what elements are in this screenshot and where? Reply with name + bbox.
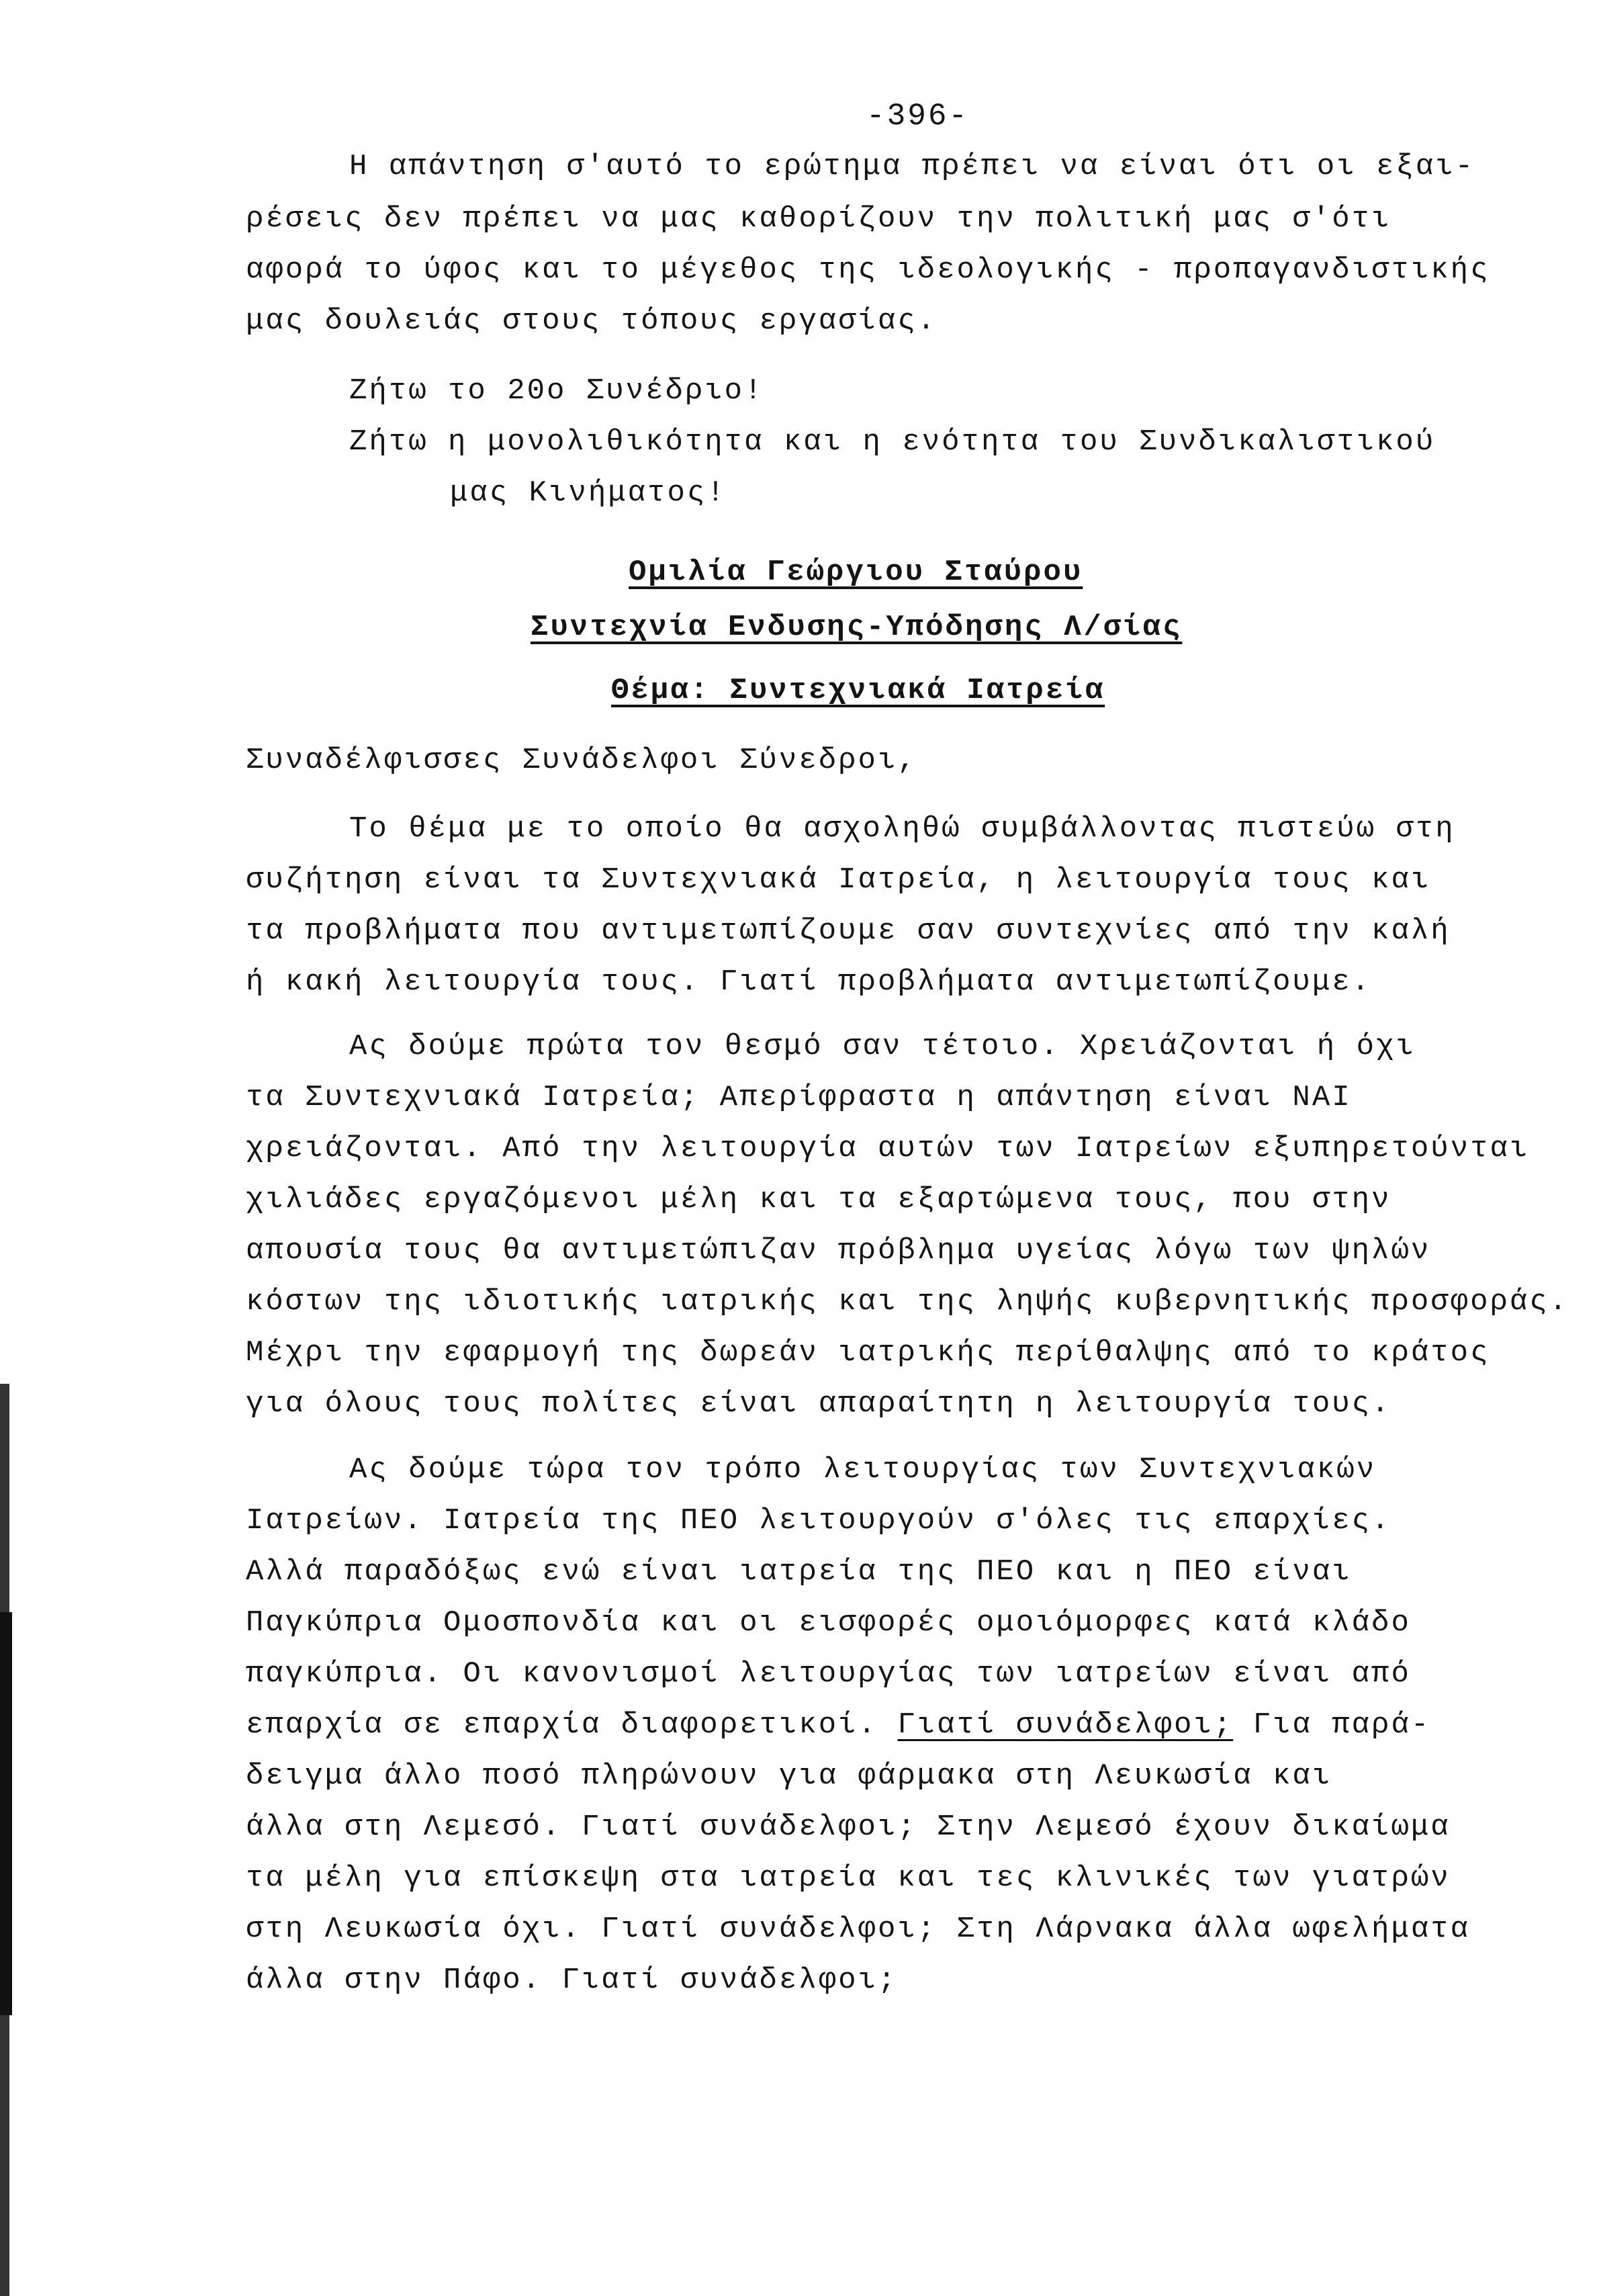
page-number: -396- [866,99,970,134]
para2-line-4: χιλιάδες εργαζόμενοι μέλη και τα εξαρτώμενα τους, που στην [246,1183,1391,1217]
speech-subject: Θέμα: Συντεχνιακά Ιατρεία [611,674,1105,707]
para1-line-3: τα προβλήματα που αντιμετωπίζουμε σαν συντεχνίες από την καλή [246,914,1451,948]
para1-line-2: συζήτηση είναι τα Συντεχνιακά Ιατρεία, η λειτουργία τους και [246,863,1431,897]
para3-line-10: στη Λευκωσία όχι. Γιατί συνάδελφοι; Στη Λάρνακα άλλα ωφελήματα [246,1912,1471,1946]
para3-line-11: άλλα στην Πάφο. Γιατί συνάδελφοι; [246,1963,898,1997]
para2-line-5: απουσία τους θα αντιμετώπιζαν πρόβλημα υγείας λόγω των ψηλών [246,1234,1431,1268]
greeting: Συναδέλφισσες Συνάδελφοι Σύνεδροι, [246,744,917,777]
para3-line-2: Ιατρείων. Ιατρεία της ΠΕΟ λειτουργούν σ'όλες τις επαρχίες. [246,1504,1391,1538]
para3-line-1: Ας δούμε τώρα τον τρόπο λειτουργίας των Συντεχνιακών [349,1453,1377,1487]
para3-line-6-end: Για παρά- [1233,1708,1431,1742]
intro-line-3: αφορά το ύφος και το μέγεθος της ιδεολογικής - προπαγανδιστικής [246,253,1490,287]
para3-line-5: παγκύπρια. Οι κανονισμοί λειτουργίας των ιατρείων είναι από [246,1657,1411,1691]
para3-line-8: άλλα στη Λεμεσό. Γιατί συνάδελφοι; Στην Λεμεσό έχουν δικαίωμα [246,1810,1451,1844]
intro-line-1: Η απάντηση σ'αυτό το ερώτημα πρέπει να είναι ότι οι εξαι- [349,150,1475,183]
scan-binding-edge-dark [0,1612,12,2015]
para2-line-7: Μέχρι την εφαρμογή της δωρεάν ιατρικής περίθαλψης από το κράτος [246,1336,1490,1370]
para1-line-1: Το θέμα με το οποίο θα ασχοληθώ συμβάλλοντας πιστεύω στη [349,812,1455,846]
para3-line-9: τα μέλη για επίσκεψη στα ιατρεία και τες κλινικές των γιατρών [246,1861,1451,1895]
speech-title: Ομιλία Γεώργιου Σταύρου [629,556,1083,589]
intro-line-4: μας δουλειάς στους τόπους εργασίας. [246,304,938,338]
para2-line-2: τα Συντεχνιακά Ιατρεία; Απερίφραστα η απάντηση είναι ΝΑΙ [246,1081,1352,1114]
para2-line-1: Ας δούμε πρώτα τον θεσμό σαν τέτοιο. Χρειάζονται ή όχι [349,1030,1416,1063]
para3-line-6-start: επαρχία σε επαρχία διαφορετικοί. [246,1708,898,1742]
underlined-question: Γιατί συνάδελφοι; [897,1708,1234,1742]
para3-line-3: Αλλά παραδόξως ενώ είναι ιατρεία της ΠΕΟ και η ΠΕΟ είναι [246,1555,1352,1589]
para3-line-6 [246,1710,1430,1740]
para2-line-8: για όλους τους πολίτες είναι απαραίτητη η λειτουργία τους. [246,1387,1391,1421]
slogan-2: Ζήτω η μονολιθικότητα και η ενότητα του Συνδικαλιστικού [349,425,1436,459]
para2-line-3: χρειάζονται. Από την λειτουργία αυτών των Ιατρείων εξυπηρετούνται [246,1132,1530,1165]
slogan-2-cont: μας Κινήματος! [450,476,727,510]
speech-union: Συντεχνία Ενδυσης-Υπόδησης Λ/σίας [531,611,1183,644]
intro-line-2: ρέσεις δεν πρέπει να μας καθορίζουν την πολιτική μας σ'ότι [246,202,1391,236]
para1-line-4: ή κακή λειτουργία τους. Γιατί προβλήματα αντιμετωπίζουμε. [246,965,1372,999]
slogan-1: Ζήτω το 20ο Συνέδριο! [349,374,764,408]
para3-line-7: δειγμα άλλο ποσό πληρώνουν για φάρμακα στη Λευκωσία και [246,1759,1332,1793]
para3-line-4: Παγκύπρια Ομοσπονδία και οι εισφορές ομοιόμορφες κατά κλάδο [246,1606,1411,1640]
para2-line-6: κόστων της ιδιοτικής ιατρικής και της ληψής κυβερνητικής προσφοράς. [246,1285,1569,1319]
